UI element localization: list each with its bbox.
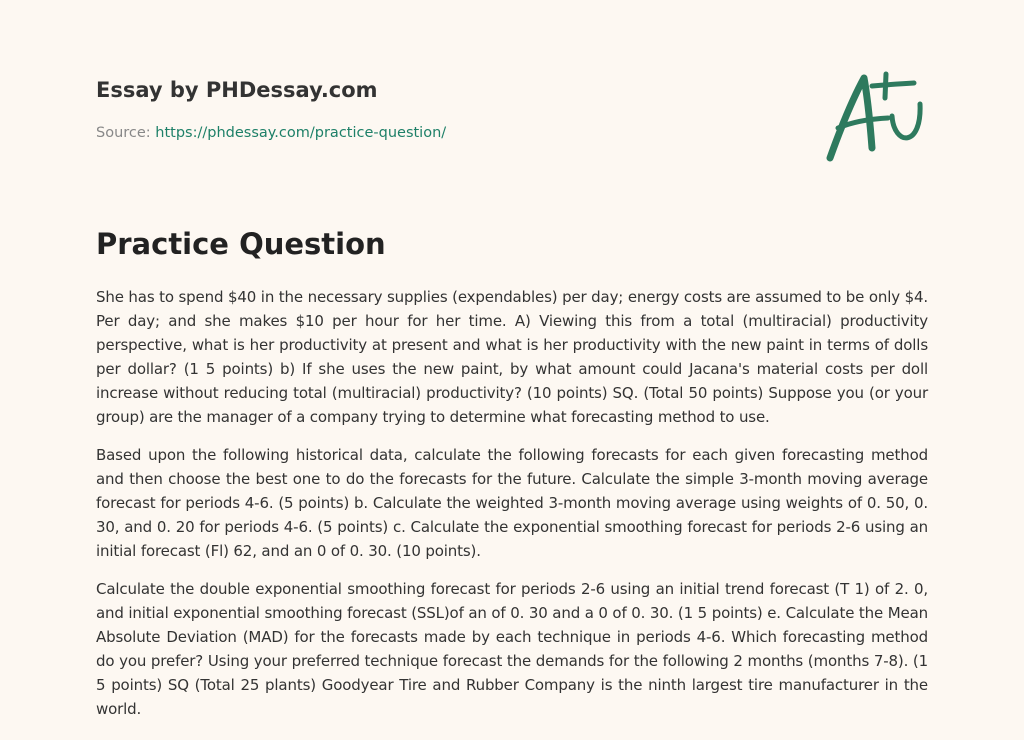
article-body — [96, 285, 928, 735]
source-label: Source: — [96, 125, 156, 141]
a-plus-grade-icon — [818, 66, 930, 166]
article-paragraph: Calculate the double exponential smoothing forecast for periods 2-6 using an initial trend forecast (T 1) of 2. 0, and initial exponential smoothing forecast (SSL)of an of 0. 30 and a 0 of 0. 30. (1 5 points) e. Calculate the Mean Absolute Deviation (MAD) for the forecasts made by each technique in periods 4-6. Which forecasting method do you prefer? Using your preferred technique forecast the demands for the following 2 months (months 7-8). (1 5 points) SQ (Total 25 plants) Goodyear Tire and Rubber Company is the ninth largest tire manufacturer in the world. — [96, 580, 928, 718]
article-title: Practice Question — [96, 227, 386, 261]
article-paragraph: Based upon the following historical data, calculate the following forecasts for each given forecasting method and then choose the best one to do the forecasts for the future. Calculate the simple 3-month moving average forecast for periods 4-6. (5 points) b. Calculate the weighted 3-month moving average using weights of 0. 50, 0. 30, and 0. 20 for periods 4-6. (5 points) c. Calculate the exponential smoothing forecast for periods 2-6 using an initial forecast (Fl) 62, and an 0 of 0. 30. (10 points). — [96, 446, 928, 560]
article-paragraph: She has to spend $40 in the necessary supplies (expendables) per day; energy costs are assumed to be only $4. Per day; and she makes $10 per hour for her time. A) Viewing this from a total (multiracial) productivity perspective, what is her productivity at present and what is her productivity with the new paint in terms of dolls per dollar? (1 5 points) b) If she uses the new paint, by what amount could Jacana's material costs per doll increase without reducing total (multiracial) productivity? (10 points) SQ. (Total 50 points) Suppose you (or your group) are the manager of a company trying to determine what forecasting method to use. — [96, 288, 928, 426]
source-link[interactable]: https://phdessay.com/practice-question/ — [155, 125, 447, 141]
site-brand: Essay by PHDessay.com — [96, 78, 378, 102]
source-line — [96, 124, 446, 142]
